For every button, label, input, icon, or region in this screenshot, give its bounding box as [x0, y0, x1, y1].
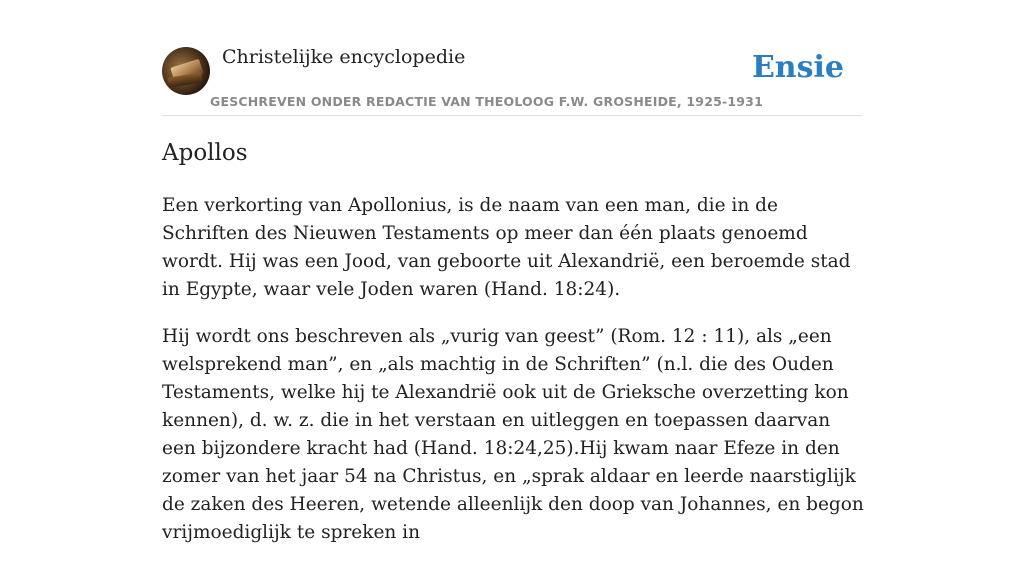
- article-body: [162, 192, 867, 566]
- article-paragraph: Een verkorting van Apollonius, is de naam van een man, die in de Schriften des Nieuwen Testaments op meer dan één plaats genoemd wordt. Hij was een Jood, van geboorte uit Alexandrië, een beroemde stad in Egypte, waar vele Joden waren (Hand. 18:24).: [162, 195, 851, 300]
- book-photo-icon[interactable]: [162, 47, 210, 95]
- article-title: Apollos: [162, 140, 248, 166]
- site-title[interactable]: Christelijke encyclopedie: [222, 46, 466, 68]
- site-header: [162, 44, 862, 116]
- article-paragraph: Hij wordt ons beschreven als „vurig van geest” (Rom. 12 : 11), als „een welsprekend man”, en „als machtig in de Schriften” (n.l. die des Ouden Testaments, welke hij te Alexandrië ook uit de Grieksche overzetting kon kennen), d. w. z. die in het verstaan en uitleggen en toepassen daarvan een bijzondere kracht had (Hand. 18:24,25).Hij kwam naar Efeze in den zomer van het jaar 54 na Christus, en „sprak aldaar en leerde naarstiglijk de zaken des Heeren, wetende alleenlijk den doop van Johannes, en begon vrijmoediglijk te spreken in: [162, 326, 864, 543]
- site-subtitle: GESCHREVEN ONDER REDACTIE VAN THEOLOOG F.W. GROSHEIDE, 1925-1931: [210, 94, 763, 109]
- brand-logo[interactable]: Ensie: [751, 50, 844, 85]
